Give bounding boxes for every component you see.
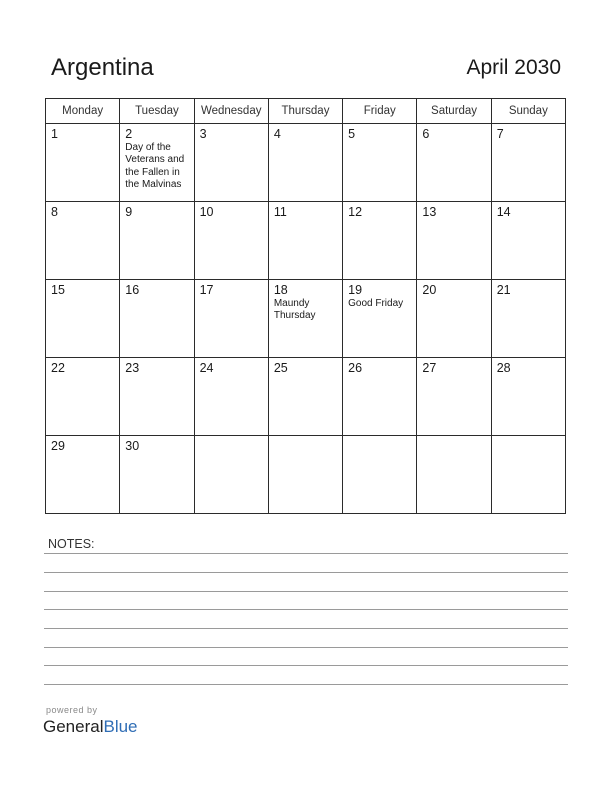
day-number: 7 — [496, 127, 504, 141]
powered-by-text: powered by — [46, 705, 98, 715]
note-line — [44, 684, 568, 685]
day-cell — [417, 358, 491, 436]
day-cell — [343, 358, 417, 436]
day-cell — [120, 124, 194, 202]
note-line — [44, 572, 568, 573]
weekday-header: Friday — [343, 99, 417, 124]
weekday-header: Monday — [46, 99, 120, 124]
day-cell — [491, 124, 565, 202]
day-number: 30 — [125, 439, 140, 453]
day-number: 1 — [51, 127, 58, 141]
country-title: Argentina — [51, 54, 154, 81]
brand-general: General — [43, 717, 104, 736]
day-number: 14 — [496, 205, 511, 219]
month-title: April 2030 — [466, 56, 561, 79]
note-line — [44, 665, 568, 666]
day-number: 8 — [51, 205, 58, 219]
day-number: 9 — [125, 205, 133, 219]
weekday-header: Sunday — [491, 99, 565, 124]
note-line — [44, 628, 568, 629]
day-cell — [46, 124, 120, 202]
week-row — [46, 436, 566, 514]
day-number: 10 — [199, 205, 214, 219]
day-cell — [194, 436, 268, 514]
day-cell — [417, 280, 491, 358]
day-number: 22 — [51, 361, 65, 375]
day-cell — [46, 358, 120, 436]
day-cell — [417, 202, 491, 280]
day-cell — [491, 358, 565, 436]
note-line — [44, 553, 568, 554]
brand-logo — [43, 717, 138, 737]
day-cell — [46, 280, 120, 358]
day-number: 21 — [496, 283, 511, 297]
day-number: 13 — [422, 205, 437, 219]
day-cell — [343, 202, 417, 280]
day-number: 19 — [348, 283, 363, 297]
day-number: 15 — [51, 283, 65, 297]
weekday-header: Saturday — [417, 99, 491, 124]
brand-blue: Blue — [103, 717, 138, 736]
day-cell — [268, 202, 342, 280]
day-number: 16 — [125, 283, 140, 297]
day-number: 4 — [273, 127, 281, 141]
weekday-header: Tuesday — [120, 99, 194, 124]
week-row — [46, 280, 566, 358]
note-line — [44, 647, 568, 648]
day-number: 27 — [422, 361, 437, 375]
week-row — [46, 124, 566, 202]
day-number: 6 — [422, 127, 430, 141]
weekday-header: Wednesday — [194, 99, 268, 124]
week-row — [46, 202, 566, 280]
day-cell — [268, 124, 342, 202]
day-cell — [194, 202, 268, 280]
day-number: 3 — [199, 127, 207, 141]
day-number: 28 — [496, 361, 511, 375]
day-cell — [268, 436, 342, 514]
note-line — [44, 591, 568, 592]
holiday-label: Maundy Thursday — [273, 298, 316, 322]
day-cell — [194, 124, 268, 202]
day-number: 2 — [125, 127, 133, 141]
day-cell — [120, 280, 194, 358]
day-number: 17 — [199, 283, 214, 297]
day-cell — [417, 436, 491, 514]
day-cell — [194, 358, 268, 436]
day-cell — [120, 358, 194, 436]
day-cell — [491, 436, 565, 514]
day-cell — [417, 124, 491, 202]
day-cell — [343, 436, 417, 514]
day-number: 11 — [273, 205, 287, 219]
day-cell — [268, 280, 342, 358]
day-cell — [268, 358, 342, 436]
day-number: 24 — [199, 361, 214, 375]
holiday-label: Day of the Veterans and the Fallen in the Malvinas — [125, 142, 185, 191]
day-cell — [120, 436, 194, 514]
day-number: 25 — [273, 361, 288, 375]
day-number: 20 — [422, 283, 437, 297]
day-number: 26 — [348, 361, 363, 375]
day-cell — [343, 124, 417, 202]
day-number: 18 — [273, 283, 288, 297]
day-cell — [120, 202, 194, 280]
day-number: 29 — [51, 439, 65, 453]
day-number: 12 — [348, 205, 363, 219]
day-number: 5 — [348, 127, 356, 141]
weekday-header: Thursday — [268, 99, 342, 124]
day-cell — [194, 280, 268, 358]
day-cell — [343, 280, 417, 358]
day-cell — [491, 202, 565, 280]
calendar-grid — [45, 98, 566, 514]
week-row — [46, 358, 566, 436]
holiday-label: Good Friday — [348, 298, 404, 309]
day-cell — [491, 280, 565, 358]
day-number: 23 — [125, 361, 140, 375]
weekday-header-row — [46, 99, 566, 124]
note-line — [44, 609, 568, 610]
day-cell — [46, 202, 120, 280]
day-cell — [46, 436, 120, 514]
notes-label: NOTES: — [48, 537, 95, 551]
